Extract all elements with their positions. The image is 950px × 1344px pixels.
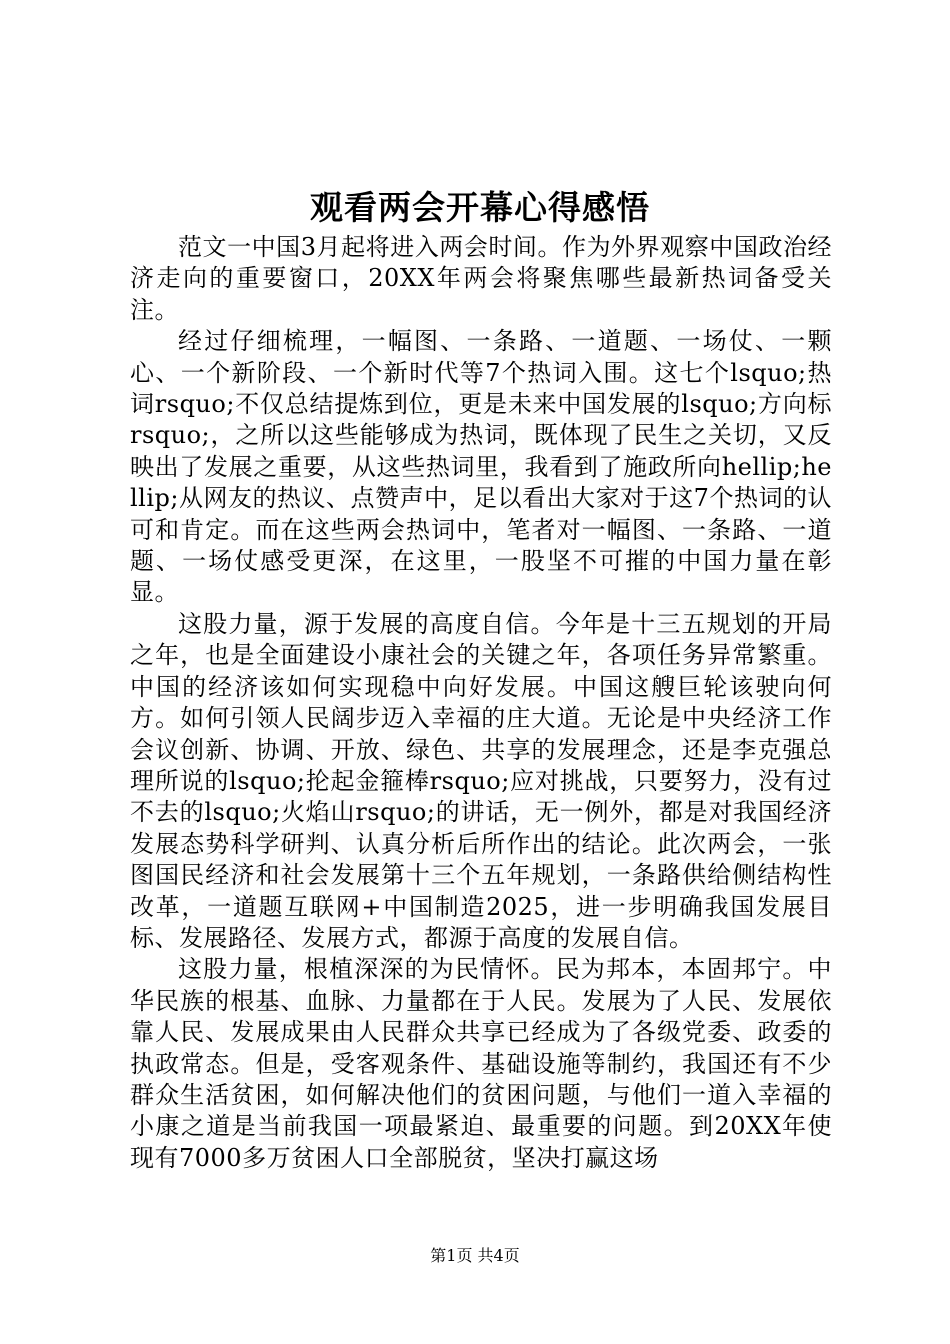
paragraph-2: 经过仔细梳理，一幅图、一条路、一道题、一场仗、一颗心、一个新阶段、一个新时代等7个热词入围。这七个lsquo;热词rsquo;不仅总结提炼到位，更是未来中国发展的lsquo;方向标rsquo;，之所以这些能够成为热词，既体现了民生之关切，又反映出了发展之重要，从这些热词里，我看到了施政所向hellip;hellip;从网友的热议、点赞声中，足以看出大家对于这7个热词的认可和肯定。而在这些两会热词中，笔者对一幅图、一条路、一道题、一场仗感受更深，在这里，一股坚不可摧的中国力量在彰显。 (130, 327, 832, 607)
paragraph-4: 这股力量，根植深深的为民情怀。民为邦本，本固邦宁。中华民族的根基、血脉、力量都在于人民。发展为了人民、发展依靠人民、发展成果由人民群众共享已经成为了各级党委、政委的执政常态。但是，受客观条件、基础设施等制约，我国还有不少群众生活贫困，如何解决他们的贫困问题，与他们一道入幸福的小康之道是当前我国一项最紧迫、最重要的问题。到20XX年使现有7000多万贫困人口全部脱贫，坚决打赢这场 (130, 955, 832, 1172)
paragraph-3: 这股力量，源于发展的高度自信。今年是十三五规划的开局之年，也是全面建设小康社会的关键之年，各项任务异常繁重。中国的经济该如何实现稳中向好发展。中国这艘巨轮该驶向何方。如何引领人民阔步迈入幸福的庄大道。无论是中央经济工作会议创新、协调、开放、绿色、共享的发展理念，还是李克强总理所说的lsquo;抡起金箍棒rsquo;应对挑战，只要努力，没有过不去的lsquo;火焰山rsquo;的讲话，无一例外，都是对我国经济发展态势科学研判、认真分析后所作出的结论。此次两会，一张图国民经济和社会发展第十三个五年规划，一条路供给侧结构性改革，一道题互联网+中国制造2025，进一步明确我国发展目标、发展路径、发展方式，都源于高度的发展自信。 (130, 609, 832, 952)
document-title: 观看两会开幕心得感悟 (310, 188, 650, 227)
page-footer: 第1页 共4页 (430, 1246, 520, 1265)
paragraph-1: 范文一中国3月起将进入两会时间。作为外界观察中国政治经济走向的重要窗口，20XX年两会将聚焦哪些最新热词备受关注。 (130, 233, 832, 324)
document-body (130, 232, 832, 1174)
